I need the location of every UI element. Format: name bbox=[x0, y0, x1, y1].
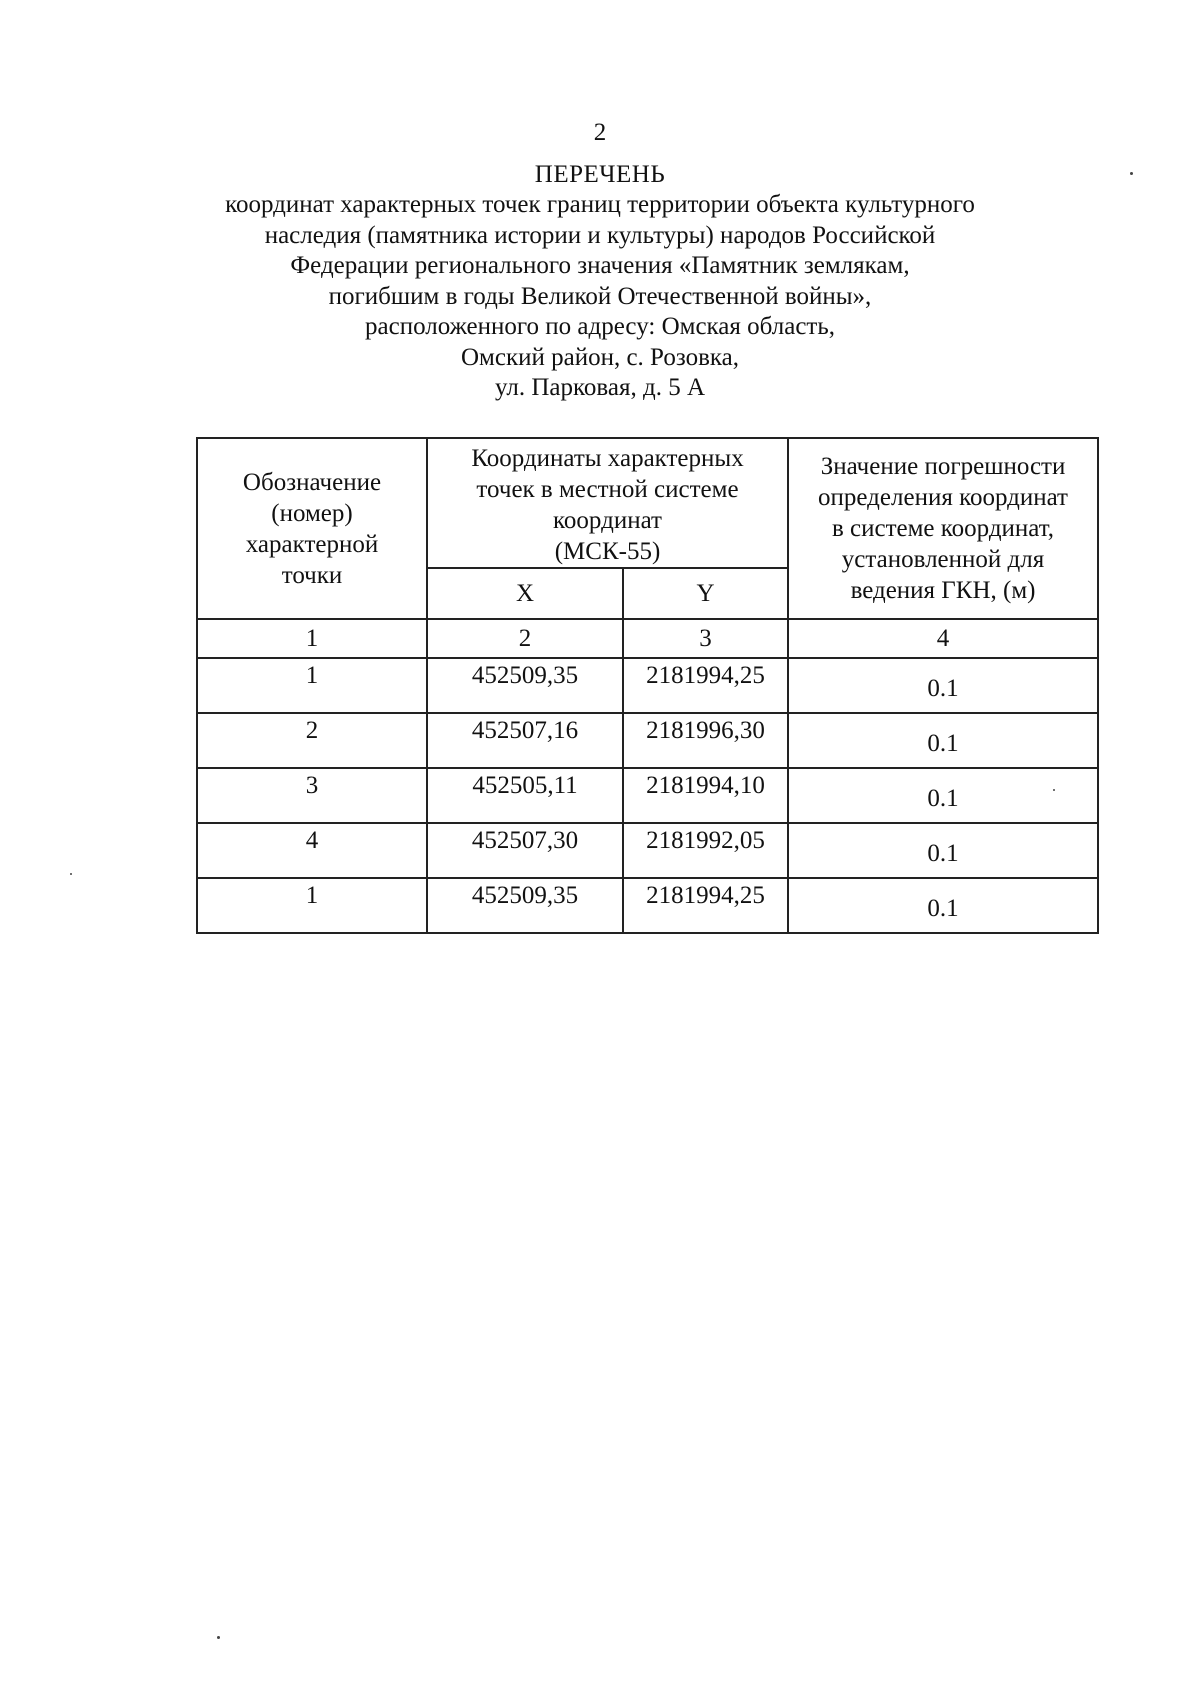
header-text-line: координат bbox=[553, 507, 662, 534]
table-header-row bbox=[197, 438, 1098, 568]
table-row bbox=[197, 658, 1098, 713]
cell-x: 452509,35 bbox=[427, 658, 623, 713]
header-text-line: в системе координат, bbox=[831, 515, 1055, 542]
header-text-line: (МСК-55) bbox=[554, 538, 661, 565]
table-row bbox=[197, 823, 1098, 878]
header-text-line: определения координат bbox=[818, 484, 1068, 511]
cell-y: 2181992,05 bbox=[623, 823, 788, 878]
document-title: ПЕРЕЧЕНЬ bbox=[534, 161, 666, 188]
cell-x: 452505,11 bbox=[427, 768, 623, 823]
cell-x: 452507,16 bbox=[427, 713, 623, 768]
table-row bbox=[197, 713, 1098, 768]
header-error-value bbox=[788, 438, 1098, 619]
subtitle-line: координат характерных точек границ территории объекта культурного bbox=[225, 191, 975, 218]
subtitle-line: ул. Парковая, д. 5 А bbox=[495, 374, 705, 401]
subtitle-line: Омский район, с. Розовка, bbox=[460, 343, 739, 371]
header-text-line: Значение погрешности bbox=[820, 453, 1066, 480]
cell-point: 4 bbox=[197, 823, 427, 878]
header-text-line: точки bbox=[281, 561, 343, 589]
header-y: Y bbox=[623, 568, 788, 619]
cell-y: 2181996,30 bbox=[623, 713, 788, 768]
scan-speck bbox=[217, 1636, 220, 1639]
cell-error: 0.1 bbox=[788, 768, 1098, 823]
scan-speck bbox=[1053, 789, 1055, 791]
header-x: X bbox=[427, 568, 623, 619]
header-text-line: (номер) bbox=[271, 499, 353, 527]
header-text-line: установленной для bbox=[841, 546, 1045, 573]
scan-speck bbox=[1130, 172, 1133, 175]
cell-point: 2 bbox=[197, 713, 427, 768]
document-subtitle bbox=[150, 190, 1050, 404]
cell-x: 452509,35 bbox=[427, 878, 623, 933]
cell-error: 0.1 bbox=[788, 823, 1098, 878]
header-text-line: Обозначение bbox=[242, 468, 382, 496]
cell-point: 3 bbox=[197, 768, 427, 823]
cell-error: 0.1 bbox=[788, 658, 1098, 713]
column-number: 2 bbox=[427, 619, 623, 658]
cell-error: 0.1 bbox=[788, 713, 1098, 768]
header-text-line: ведения ГКН, (м) bbox=[850, 577, 1036, 604]
column-number-row bbox=[197, 619, 1098, 658]
table-row bbox=[197, 878, 1098, 933]
cell-point: 1 bbox=[197, 658, 427, 713]
subtitle-line: погибшим в годы Великой Отечественной войны», bbox=[328, 282, 872, 310]
cell-y: 2181994,10 bbox=[623, 768, 788, 823]
page-number: 2 bbox=[593, 119, 607, 146]
cell-error: 0.1 bbox=[788, 878, 1098, 933]
cell-y: 2181994,25 bbox=[623, 658, 788, 713]
coordinates-table bbox=[196, 437, 1099, 934]
header-text-line: точек в местной системе bbox=[476, 476, 739, 503]
cell-point: 1 bbox=[197, 878, 427, 933]
column-number: 4 bbox=[788, 619, 1098, 658]
header-coordinates bbox=[427, 438, 788, 568]
header-point-designation bbox=[197, 438, 427, 619]
subtitle-line: расположенного по адресу: Омская область, bbox=[365, 313, 835, 340]
cell-x: 452507,30 bbox=[427, 823, 623, 878]
column-number: 1 bbox=[197, 619, 427, 658]
column-number: 3 bbox=[623, 619, 788, 658]
header-text-line: характерной bbox=[245, 530, 379, 558]
subtitle-line: Федерации регионального значения «Памятник землякам, bbox=[290, 252, 910, 279]
scan-speck bbox=[70, 873, 72, 875]
header-text-line: Координаты характерных bbox=[471, 445, 744, 472]
subtitle-line: наследия (памятника истории и культуры) народов Российской bbox=[264, 221, 936, 249]
cell-y: 2181994,25 bbox=[623, 878, 788, 933]
table-row bbox=[197, 768, 1098, 823]
